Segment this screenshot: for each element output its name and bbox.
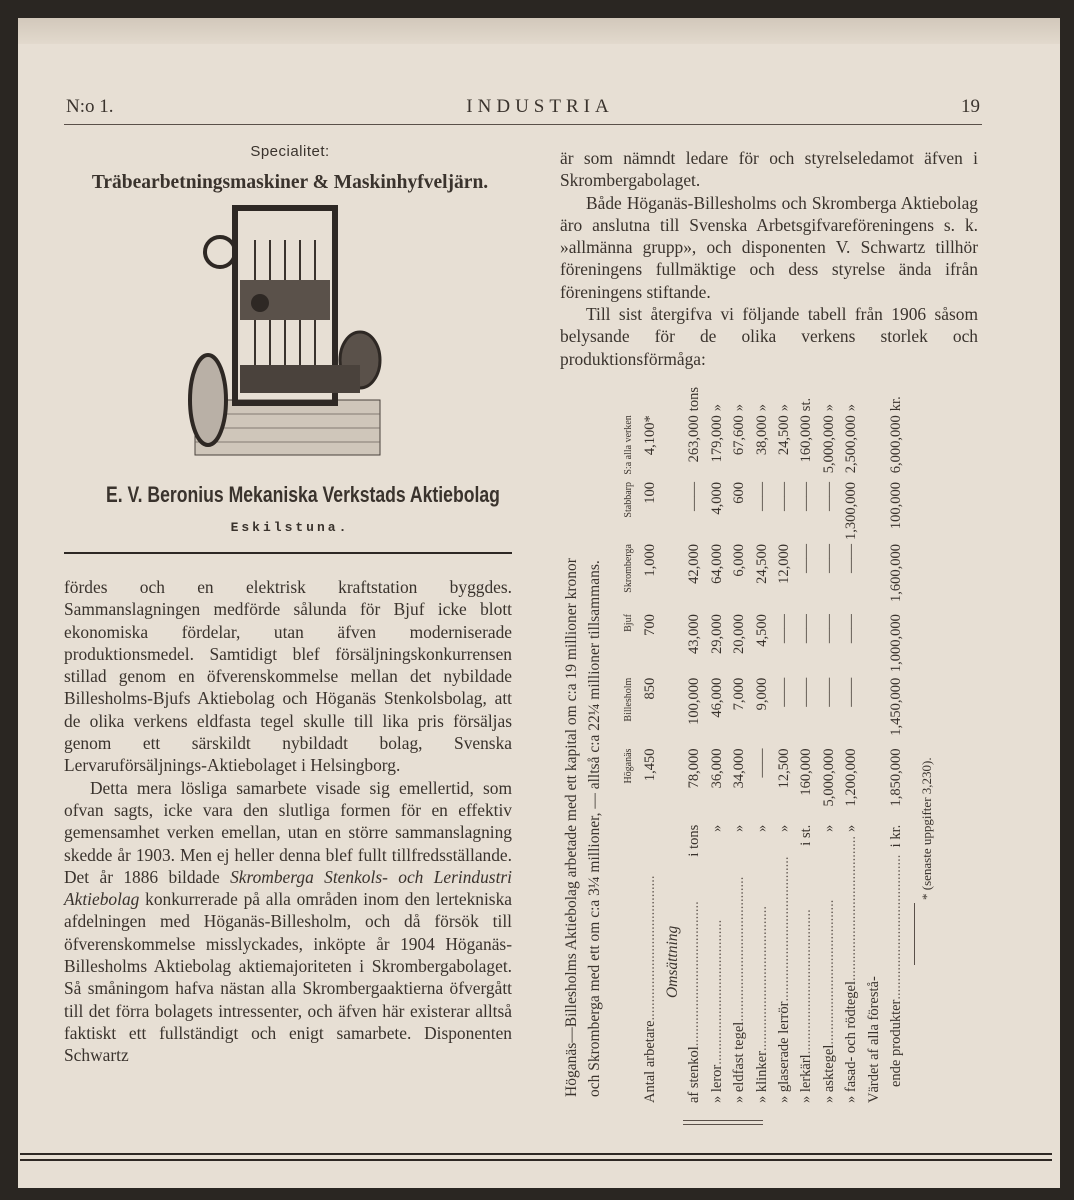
leader-dots: ........................................: [708, 919, 725, 1065]
cell-billesholm: [863, 676, 885, 747]
table-row: [841, 385, 863, 1105]
leader-dots: ........................................: [641, 875, 658, 1021]
total-unit: »: [843, 403, 860, 412]
row-label-wrap: [754, 821, 771, 1103]
leader-dots: ........................................: [798, 909, 815, 1055]
cell-stabbarp: 600: [731, 482, 748, 504]
row-label-wrap: [776, 821, 793, 1103]
table-double-rule-b: [683, 1120, 763, 1121]
row-label-text: » leror: [708, 1064, 725, 1103]
cell-stabbarp: ——: [776, 482, 793, 512]
row-label-text: Värdet af alla förestå-: [865, 976, 882, 1103]
leader-dots: ........................................: [686, 901, 703, 1047]
cell-s-a-alla-verken: 5,000,000: [820, 415, 837, 474]
table-row: [818, 385, 840, 1105]
table-row: [729, 385, 751, 1105]
total-unit: »: [753, 403, 770, 412]
page-number: 19: [961, 96, 980, 117]
right-column-text: [560, 147, 978, 370]
advert-company-name: E. V. Beronius Mekaniska Verkstads Aktiebolag: [106, 482, 500, 507]
row-label-wrap: [686, 821, 703, 1103]
table-caption-line-2: och Skromberga med ett om c:a 3¼ millioner, — alltså c:a 22¼ millioner tillsammans.: [586, 560, 603, 1097]
cell-s-a-alla-verken: 38,000: [753, 415, 770, 456]
row-label-text: » glaserade lerrör: [776, 1001, 793, 1103]
cell-skromberga: 6,000: [731, 544, 748, 577]
row-unit: i kr.: [887, 824, 904, 848]
cell-billesholm: 850: [641, 677, 658, 700]
row-unit: »: [820, 824, 837, 832]
cell-skromberga: ——: [798, 544, 815, 574]
row-label-text: » eldfast tegel: [731, 1021, 748, 1103]
machine-illustration: [180, 200, 400, 465]
total-unit: »: [708, 403, 725, 412]
row-unit: »: [708, 824, 725, 832]
table-row: [639, 385, 661, 1105]
leader-dots: ........................................: [843, 836, 860, 981]
table-row: [751, 385, 773, 1105]
cell-bjuf: 1,000,000: [887, 614, 904, 673]
column-header: Billesholm: [622, 677, 634, 722]
journal-title: INDUSTRIA: [466, 96, 614, 117]
column-header: Skromberga: [622, 544, 634, 593]
cell-bjuf: 29,000: [708, 614, 725, 654]
cell-skromberga: ——: [820, 544, 837, 574]
cell-s-a-alla-verken: 6,000,000: [887, 415, 904, 474]
total-unit: [863, 385, 885, 413]
cell-bjuf: 43,000: [686, 614, 703, 654]
row-label-text: » klinker: [753, 1051, 770, 1103]
cell-billesholm: ——: [820, 677, 837, 707]
row-label: [773, 819, 795, 1105]
cell-bjuf: ——: [798, 614, 815, 644]
row-label-wrap: [731, 821, 748, 1103]
row-label: [706, 819, 728, 1105]
cell-höganäs: 1,450: [641, 748, 658, 782]
table-caption-line-1: Höganäs—Billesholms Aktiebolag arbetade med ett kapital om c:a 19 millioner kronor: [563, 558, 580, 1097]
cell-stabbarp: ——: [820, 482, 837, 512]
cell-s-a-alla-verken: 67,600: [731, 415, 748, 456]
cell-billesholm: 7,000: [731, 677, 748, 711]
statistics-table: [617, 385, 908, 1105]
row-label: [841, 819, 863, 1105]
row-label: [885, 819, 907, 1105]
cell-bjuf: 4,500: [753, 614, 770, 647]
cell-s-a-alla-verken: 4,100*: [641, 415, 658, 456]
cell-höganäs: 1,200,000: [843, 748, 860, 807]
cell-skromberga: 12,000: [776, 544, 793, 584]
column-header: Bjuf: [622, 614, 634, 632]
header-rule: [64, 124, 982, 125]
cell-höganäs: 160,000: [798, 748, 815, 796]
row-label: [796, 819, 818, 1105]
cell-s-a-alla-verken: 263,000: [686, 415, 703, 463]
row-unit: »: [843, 824, 860, 832]
row-label-text: » fasad- och rödtegel: [843, 981, 860, 1103]
leader-dots: ........................................: [887, 854, 904, 1000]
row-label-wrap: [866, 821, 883, 1103]
cell-höganäs: 36,000: [708, 748, 725, 789]
cell-skromberga: 64,000: [708, 544, 725, 584]
left-column-text: [64, 576, 512, 1067]
cell-skromberga: ——: [843, 544, 860, 574]
cell-skromberga: 1,600,000: [887, 544, 904, 603]
paragraph: [64, 777, 512, 1067]
cell-bjuf: ——: [843, 614, 860, 644]
cell-stabbarp: ——: [686, 482, 703, 512]
cell-s-a-alla-verken: 179,000: [708, 415, 725, 463]
row-label-wrap: [821, 821, 838, 1103]
advert-specialty-label: Specialitet:: [250, 143, 330, 160]
cell-bjuf: 20,000: [731, 614, 748, 654]
cell-bjuf: [863, 612, 885, 676]
bottom-double-rule-bottom: [20, 1159, 1052, 1161]
column-header: Stabbarp: [622, 482, 634, 518]
total-unit: [639, 385, 661, 413]
row-label: [818, 819, 840, 1105]
table-row: [684, 385, 706, 1105]
leader-dots: ........................................: [820, 899, 837, 1045]
cell-stabbarp: ——: [798, 482, 815, 512]
cell-billesholm: 9,000: [753, 677, 770, 711]
cell-skromberga: 42,000: [686, 544, 703, 584]
cell-stabbarp: [863, 480, 885, 542]
row-label-text: » asktegel: [820, 1044, 837, 1103]
table-row: [796, 385, 818, 1105]
cell-höganäs: 5,000,000: [820, 748, 837, 807]
row-label-text: Antal arbetare: [641, 1020, 658, 1103]
total-unit: »: [820, 403, 837, 412]
row-label-wrap: [843, 821, 860, 1103]
advert-city: Eskilstuna.: [230, 520, 350, 535]
paragraph: Till sist återgifva vi följande tabell från 1906 såsom belysande för de olika verkens storlek och produktionsförmåga:: [560, 304, 978, 369]
total-unit: »: [776, 403, 793, 412]
total-unit: st.: [798, 397, 815, 412]
advert-products: Träbearbetningsmaskiner & Maskinhyfveljärn.: [91, 172, 489, 193]
italic-company-name: Skromberga Stenkols- och Lerindustri Aktiebolag: [64, 866, 513, 910]
table-row: [661, 385, 683, 1105]
row-label-text: ende produkter: [887, 999, 904, 1087]
cell-billesholm: ——: [776, 677, 793, 707]
cell-billesholm: 46,000: [708, 677, 725, 718]
table-row: [773, 385, 795, 1105]
leader-dots: ........................................: [753, 906, 770, 1052]
paragraph: Både Höganäs-Billesholms och Skromberga Aktiebolag äro anslutna till Svenska Arbetsgifvareföreningens s. k. »allmänna grupp», och disponenten V. Schwartz tillhör föreningens fullmäktige och dess styrelse ända ifrån föreningens stiftande.: [560, 192, 978, 302]
rotated-statistics-table: [555, 385, 945, 1105]
cell-höganäs: 34,000: [731, 748, 748, 789]
cell-bjuf: ——: [820, 614, 837, 644]
row-label-text: » lerkärl: [798, 1054, 815, 1103]
cell-s-a-alla-verken: [863, 413, 885, 480]
row-label: [863, 819, 885, 1105]
cell-billesholm: ——: [798, 677, 815, 707]
paragraph: fördes och en elektrisk kraftstation byggdes. Sammanslagningen medförde sålunda för Bjuf icke blott ekonomiska fördelar, utan äfven moderniserade produktionsmedel. Samtidigt blef försäljningskonkurrensen stillad genom en öfverenskommelse mellan det nybildade Billesholms-Bjufs Aktiebolag och Höganäs Stenkolsbolag, att de olika verkens eldfasta tegel skulle till lika pris försäljas genom ett särskildt nybildadt bolag, Svenska Lervaruförsäljnings-Aktiebolaget i Helsingborg.: [64, 577, 512, 776]
table-footnote-rule: [914, 903, 915, 965]
table-footnote: * (senaste uppgifter 3,230).: [919, 757, 934, 900]
cell-billesholm: 1,450,000: [887, 677, 904, 736]
row-label-wrap: [798, 821, 815, 1103]
row-unit: »: [753, 824, 770, 832]
row-label: [639, 819, 661, 1105]
total-unit: kr.: [887, 396, 904, 412]
cell-höganäs: 12,500: [776, 748, 793, 789]
table-row: [706, 385, 728, 1105]
row-label: [751, 819, 773, 1105]
row-label-text: af stenkol: [686, 1046, 703, 1103]
section-label: Omsättning: [663, 925, 681, 999]
cell-bjuf: 700: [641, 614, 658, 636]
cell-billesholm: 100,000: [686, 677, 703, 725]
cell-skromberga: 24,500: [753, 544, 770, 584]
cell-höganäs: [863, 747, 885, 819]
cell-stabbarp: 100: [641, 482, 658, 504]
table-double-rule-a: [683, 1124, 763, 1125]
advert-divider: [64, 552, 512, 554]
cell-billesholm: ——: [843, 677, 860, 707]
cell-stabbarp: 4,000: [708, 482, 725, 515]
scan-edge: [18, 18, 1060, 44]
row-unit: »: [731, 824, 748, 832]
cell-skromberga: 1,000: [641, 544, 658, 577]
leader-dots: ........................................: [776, 856, 793, 1002]
issue-number: N:o 1.: [66, 96, 114, 117]
cell-s-a-alla-verken: 2,500,000: [843, 415, 860, 474]
row-label-wrap: [709, 821, 726, 1103]
column-header: S:a alla verken: [622, 415, 634, 475]
leader-dots: ........................................: [731, 876, 748, 1022]
cell-s-a-alla-verken: 24,500: [776, 415, 793, 456]
cell-bjuf: ——: [776, 614, 793, 644]
row-unit: i tons: [686, 824, 703, 857]
cell-skromberga: [863, 542, 885, 612]
bottom-double-rule-top: [20, 1153, 1052, 1155]
table-row: [863, 385, 885, 1105]
text: konkurrerade på alla områden inom den lertekniska afdelningen med Höganäs-Billesholm, och då försök till öfverenskommelse misslyckades, inköpte år 1904 Höganäs-Billesholms Aktiebolag aktiemajoriteten i Skrombergabolaget. Så småningom hafva nästan alla Skrombergaaktierna öfvergått till det förra bolagets intressenter, och äfven här existerar alltså faktiskt ett fullständigt och enigt samarbete. Disponenten Schwartz: [64, 889, 512, 1066]
row-unit: »: [776, 824, 793, 832]
row-unit: i st.: [798, 824, 815, 846]
total-unit: tons: [686, 387, 703, 412]
table-row: [885, 385, 907, 1105]
text: Detta mera lösliga samarbete visade sig emellertid, som ofvan sagts, icke vara den slutliga formen för en effektiv gemensamhet verken emellan, utan en större sammanslagning skedde år 1903. Men ej heller denna blef fullt tillfredsställande. Det år 1886 bildade: [64, 777, 512, 887]
cell-höganäs: 78,000: [686, 748, 703, 789]
cell-stabbarp: 1,300,000: [843, 482, 860, 541]
cell-stabbarp: 100,000: [887, 482, 904, 530]
row-label: [684, 819, 706, 1105]
cell-höganäs: 1,850,000: [887, 748, 904, 807]
cell-höganäs: ——: [753, 748, 770, 778]
cell-stabbarp: ——: [753, 482, 770, 512]
table-header-row: [617, 385, 639, 1105]
row-label-wrap: [888, 821, 905, 1103]
row-label: [729, 819, 751, 1105]
cell-s-a-alla-verken: 160,000: [798, 415, 815, 463]
column-header: Höganäs: [622, 748, 634, 784]
total-unit: »: [731, 403, 748, 412]
paragraph: är som nämndt ledare för och styrelseledamot äfven i Skrombergabolaget.: [560, 148, 978, 191]
row-label-wrap: [642, 821, 659, 1103]
